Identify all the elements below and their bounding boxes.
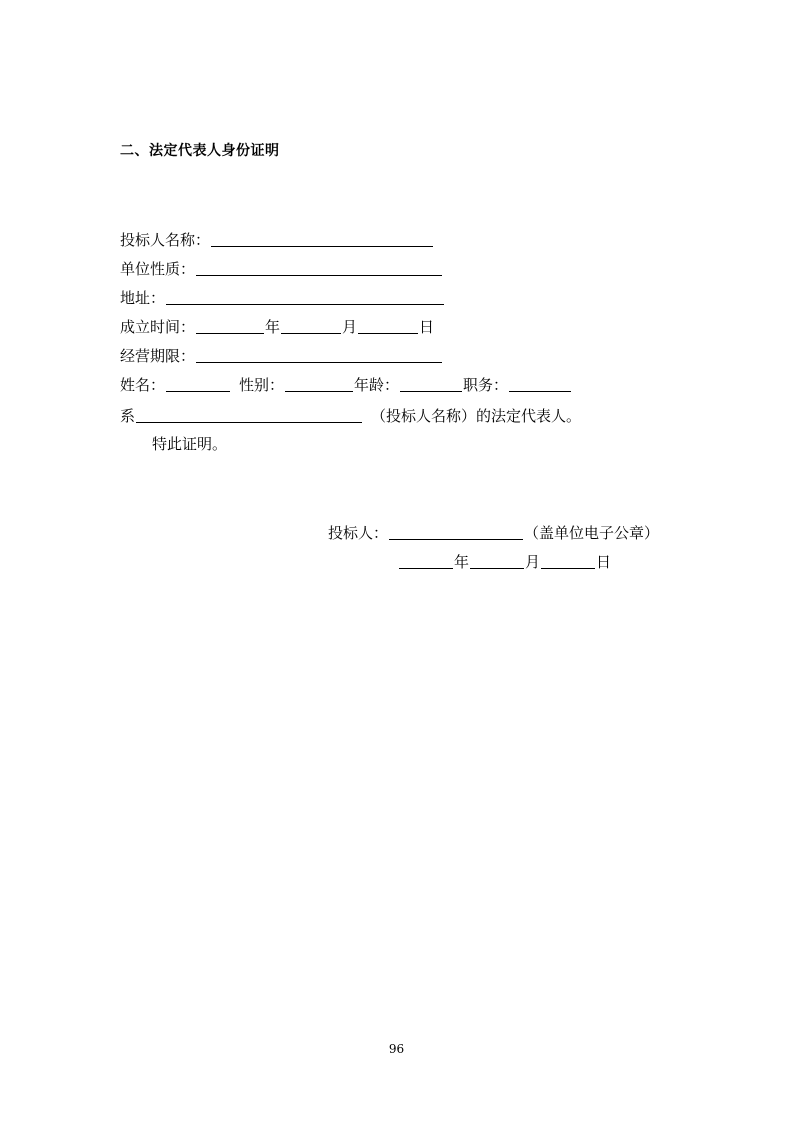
established-day-blank[interactable] [358, 317, 418, 334]
signature-month-label: 月 [525, 553, 541, 571]
bidder-name-label: 投标人名称： [120, 231, 211, 249]
signature-day-label: 日 [596, 553, 612, 571]
address-label: 地址： [120, 289, 166, 307]
section-heading: 二、法定代表人身份证明 [120, 143, 280, 159]
is-suffix: （投标人名称）的法定代表人。 [371, 407, 582, 425]
unit-nature-row [120, 258, 443, 280]
established-year-blank[interactable] [196, 317, 264, 334]
name-blank[interactable] [166, 375, 230, 392]
bidder-signature-blank[interactable] [389, 523, 523, 540]
established-label: 成立时间： [120, 318, 196, 336]
legal-rep-blank[interactable] [136, 406, 362, 423]
bidder-name-blank[interactable] [211, 230, 433, 247]
age-label: 年龄： [354, 376, 400, 394]
age-blank[interactable] [400, 375, 462, 392]
signature-year-label: 年 [454, 553, 470, 571]
signature-day-blank[interactable] [541, 552, 595, 569]
signature-date-row [398, 551, 611, 573]
business-term-label: 经营期限： [120, 347, 196, 365]
bidder-name-row [120, 229, 434, 251]
business-term-blank[interactable] [196, 346, 442, 363]
address-blank[interactable] [166, 288, 444, 305]
gender-label: 性别： [239, 376, 285, 394]
position-blank[interactable] [509, 375, 571, 392]
certify-row [152, 433, 227, 455]
signature-month-blank[interactable] [470, 552, 524, 569]
bidder-label: 投标人： [328, 524, 389, 542]
gender-blank[interactable] [285, 375, 353, 392]
person-info-row [120, 374, 572, 396]
page-number: 96 [388, 1042, 405, 1056]
business-term-row [120, 345, 443, 367]
month-label: 月 [342, 318, 358, 336]
established-row [120, 316, 434, 338]
unit-nature-blank[interactable] [196, 259, 442, 276]
day-label: 日 [419, 318, 435, 336]
certify-text: 特此证明。 [152, 435, 228, 453]
established-month-blank[interactable] [281, 317, 341, 334]
signature-year-blank[interactable] [399, 552, 453, 569]
seal-note: （盖单位电子公章） [524, 524, 660, 542]
name-label: 姓名： [120, 376, 166, 394]
bidder-signature-row [328, 522, 659, 544]
unit-nature-label: 单位性质： [120, 260, 196, 278]
address-row [120, 287, 445, 309]
legal-rep-row [120, 405, 581, 427]
is-prefix: 系 [120, 407, 136, 425]
position-label: 职务： [463, 376, 509, 394]
year-label: 年 [265, 318, 281, 336]
